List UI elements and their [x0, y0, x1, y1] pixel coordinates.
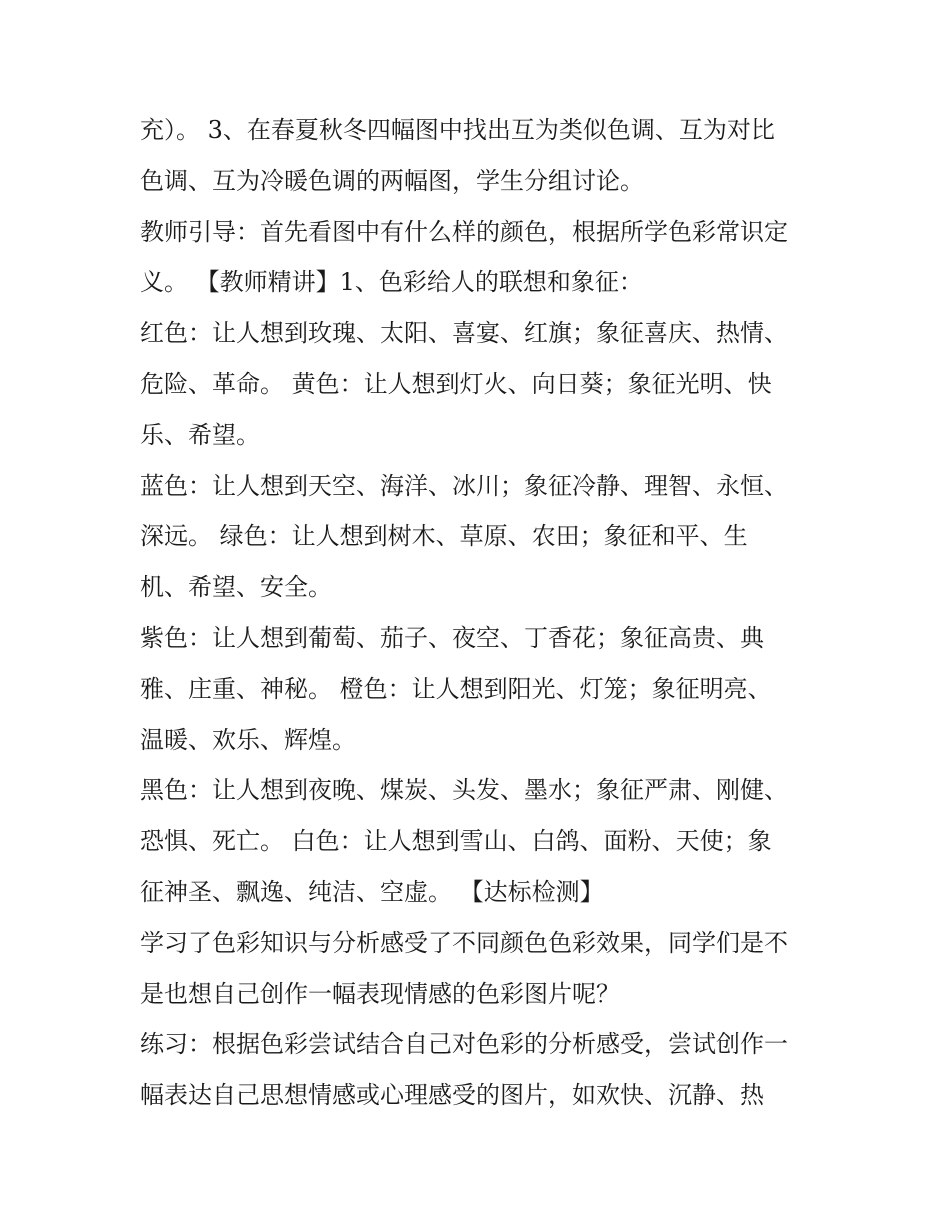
text-line: 教师引导：首先看图中有什么样的颜色，根据所学色彩常识定 [140, 217, 788, 246]
text-line: 紫色：让人想到葡萄、茄子、夜空、丁香花；象征高贵、典 [140, 623, 764, 652]
text-line: 幅表达自己思想情感或心理感受的图片，如欢快、沉静、热 [140, 1081, 764, 1110]
text-line: 蓝色：让人想到天空、海洋、冰川；象征冷静、理智、永恒、 [140, 471, 788, 500]
text-line: 恐惧、死亡。 白色：让人想到雪山、白鸽、面粉、天使；象 [140, 827, 772, 856]
text-line: 红色：让人想到玫瑰、太阳、喜宴、红旗；象征喜庆、热情、 [140, 319, 788, 348]
text-line: 黑色：让人想到夜晚、煤炭、头发、墨水；象征严肃、刚健、 [140, 776, 788, 805]
text-line: 机、希望、安全。 [140, 573, 332, 602]
text-line: 雅、庄重、神秘。 橙色：让人想到阳光、灯笼；象征明亮、 [140, 674, 772, 703]
text-line: 危险、革命。 黄色：让人想到灯火、向日葵；象征光明、快 [140, 369, 772, 398]
text-line: 练习：根据色彩尝试结合自己对色彩的分析感受，尝试创作一 [140, 1030, 788, 1059]
body-text [140, 105, 820, 1121]
text-line: 乐、希望。 [140, 420, 260, 449]
text-line: 充）。 3、在春夏秋冬四幅图中找出互为类似色调、互为对比 [140, 116, 775, 144]
text-line: 是也想自己创作一幅表现情感的色彩图片呢？ [140, 979, 620, 1008]
text-line: 色调、互为冷暖色调的两幅图，学生分组讨论。 [140, 166, 644, 195]
text-line: 温暖、欢乐、辉煌。 [140, 725, 356, 754]
text-line: 征神圣、飘逸、纯洁、空虚。 【达标检测】 [140, 877, 604, 906]
text-line: 深远。 绿色：让人想到树木、草原、农田；象征和平、生 [140, 522, 748, 551]
text-line: 义。 【教师精讲】1、色彩给人的联想和象征： [140, 268, 643, 297]
text-line: 学习了色彩知识与分析感受了不同颜色色彩效果，同学们是不 [140, 928, 788, 957]
